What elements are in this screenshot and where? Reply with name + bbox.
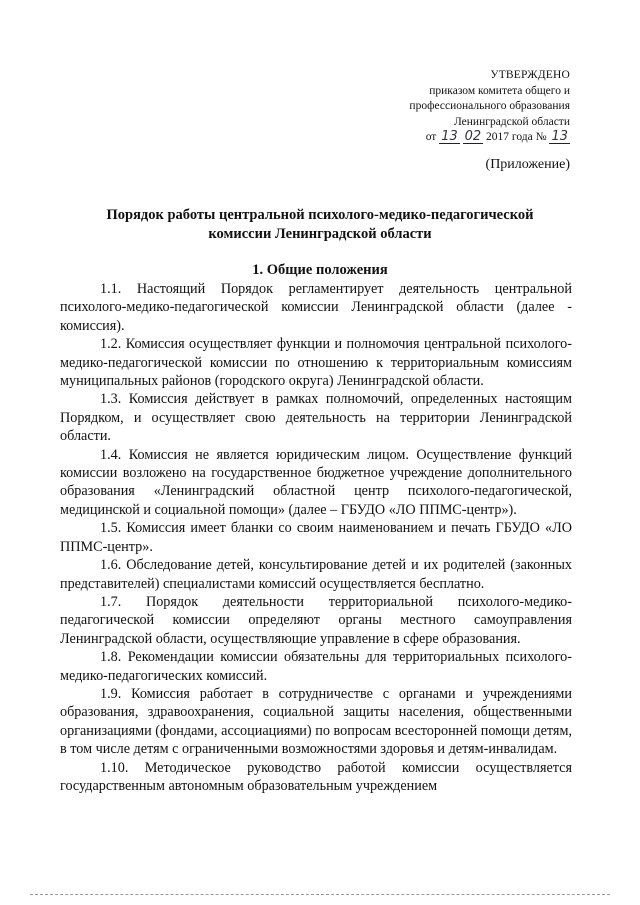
approval-heading: УТВЕРЖДЕНО — [490, 69, 570, 81]
paragraph-1-10: 1.10. Методическое руководство работой комиссии осуществляется государственным автономным образовательным учреждением — [60, 759, 572, 794]
appendix-label: (Приложение) — [485, 157, 570, 172]
date-day-handwritten: 13 — [441, 129, 458, 144]
paragraph-1-2: 1.2. Комиссия осуществляет функции и полномочия центральной психолого-медико-педагогической комиссии по отношению к территориальным комиссиям муниципальных районов (городского округа) Ленинградской области. — [60, 336, 572, 390]
approval-date-line — [330, 130, 570, 146]
paragraph-1-7: 1.7. Порядок деятельности территориальной психолого-медико-педагогической комиссии определяют органы местного самоуправления Ленинградской области, осуществляющие управление в сфере образования. — [60, 593, 572, 647]
paragraph-1-6: 1.6. Обследование детей, консультирование детей и их родителей (законных представителей) специалистами комиссий осуществляется бесплатно. — [60, 557, 572, 592]
document-body — [60, 280, 572, 795]
order-number-handwritten: 13 — [551, 129, 568, 144]
paragraph-1-9: 1.9. Комиссия работает в сотрудничестве с органами и учреждениями образования, здравоохранения, социальной защиты населения, общественными организациями (фондами, ассоциациями) по вопросам всесторонней помощи детям, в том числе детям с ограниченными возможностями здоровья и детям-инвалидам. — [60, 685, 572, 758]
date-year-text: 2017 года № — [486, 131, 547, 143]
date-month-handwritten: 02 — [464, 129, 482, 144]
approval-line-2: профессионального образования — [409, 100, 570, 112]
paragraph-1-1: 1.1. Настоящий Порядок регламентирует деятельность центральной психолого-медико-педагогической комиссии Ленинградской области (далее - комиссия). — [60, 281, 572, 334]
approval-stamp-block — [330, 68, 570, 146]
paragraph-1-5: 1.5. Комиссия имеет бланки со своим наименованием и печать ГБУДО «ЛО ППМС-центр». — [60, 520, 572, 555]
title-line-2: комиссии Ленинградской области — [208, 226, 432, 242]
title-line-1: Порядок работы центральной психолого-медико-педагогической — [106, 207, 534, 223]
paragraph-1-8: 1.8. Рекомендации комиссии обязательны для территориальных психолого-медико-педагогических комиссий. — [60, 649, 572, 684]
date-prefix: от — [425, 131, 437, 143]
approval-line-3: Ленинградской области — [453, 115, 570, 128]
approval-line-1: приказом комитета общего и — [429, 84, 570, 97]
paragraph-1-4: 1.4. Комиссия не является юридическим лицом. Осуществление функций комиссии возложено на государственное бюджетное учреждение дополнительного образования «Ленинградский областной центр психолого-педагогической, медицинской и социальной помощи» (далее – ГБУДО «ЛО ППМС-центр»). — [60, 446, 572, 518]
paragraph-1-3: 1.3. Комиссия действует в рамках полномочий, определенных настоящим Порядком, и осуществляет свою деятельность на территории Ленинградской области. — [60, 391, 572, 445]
scan-edge-divider — [30, 894, 610, 895]
document-title — [60, 206, 580, 244]
section-heading: 1. Общие положения — [252, 262, 388, 278]
